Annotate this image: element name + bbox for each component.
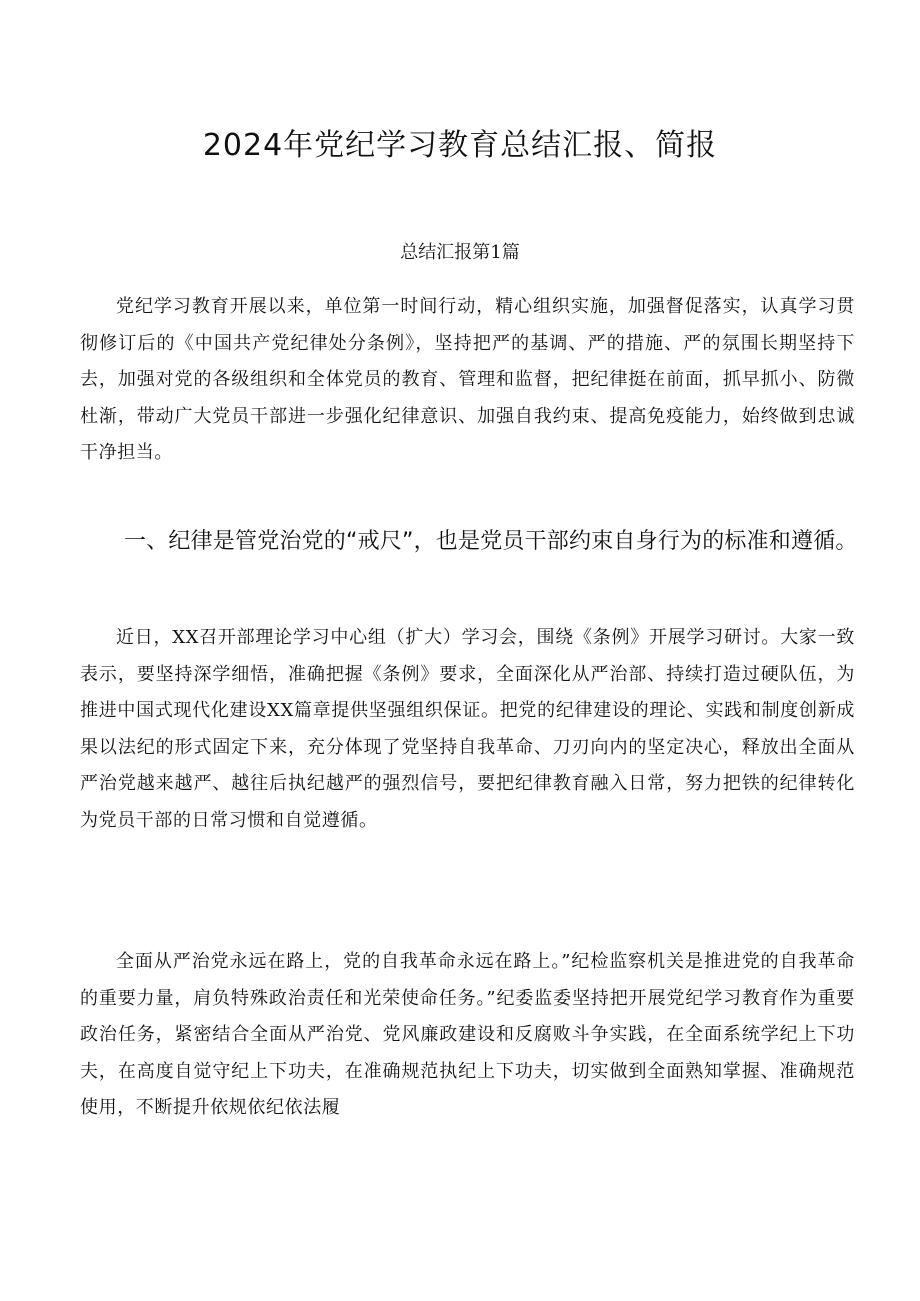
document-title: 2024年党纪学习教育总结汇报、简报: [202, 128, 718, 163]
paragraph-intro: 党纪学习教育开展以来，单位第一时间行动，精心组织实施，加强督促落实，认真学习贯彻修订后的《中国共产党纪律处分条例》，坚持把严的基调、严的措施、严的氛围长期坚持下去，加强对党的各级组织和全体党员的教育、管理和监督，把纪律挺在前面，抓早抓小、防微杜渐，带动广大党员干部进一步强化纪律意识、加强自我约束、提高免疫能力，始终做到忠诚干净担当。: [80, 296, 855, 464]
section-heading: 一、纪律是管党治党的“戒尺”，也是党员干部约束自身行为的标准和遵循。: [124, 529, 858, 554]
document-subtitle: 总结汇报第1篇: [400, 242, 520, 263]
paragraph-self-revolution: 全面从严治党永远在路上，党的自我革命永远在路上。”纪检监察机关是推进党的自我革命的重要力量，肩负特殊政治责任和光荣使命任务。”纪委监委坚持把开展党纪学习教育作为重要政治任务，紧密结合全面从严治党、党风廉政建设和反腐败斗争实践，在全面系统学纪上下功夫，在高度自觉守纪上下功夫，在准确规范执纪上下功夫，切实做到全面熟知掌握、准确规范使用，不断提升依规依纪依法履: [80, 951, 855, 1119]
paragraph-study-meeting: 近日，XX召开部理论学习中心组（扩大）学习会，围绕《条例》开展学习研讨。大家一致表示，要坚持深学细悟，准确把握《条例》要求，全面深化从严治部、持续打造过硬队伍，为推进中国式现代化建设XX篇章提供坚强组织保证。把党的纪律建设的理论、实践和制度创新成果以法纪的形式固定下来，充分体现了党坚持自我革命、刀刃向内的坚定决心，释放出全面从严治党越来越严、越往后执纪越严的强烈信号，要把纪律教育融入日常，努力把铁的纪律转化为党员干部的日常习惯和自觉遵循。: [80, 627, 855, 831]
